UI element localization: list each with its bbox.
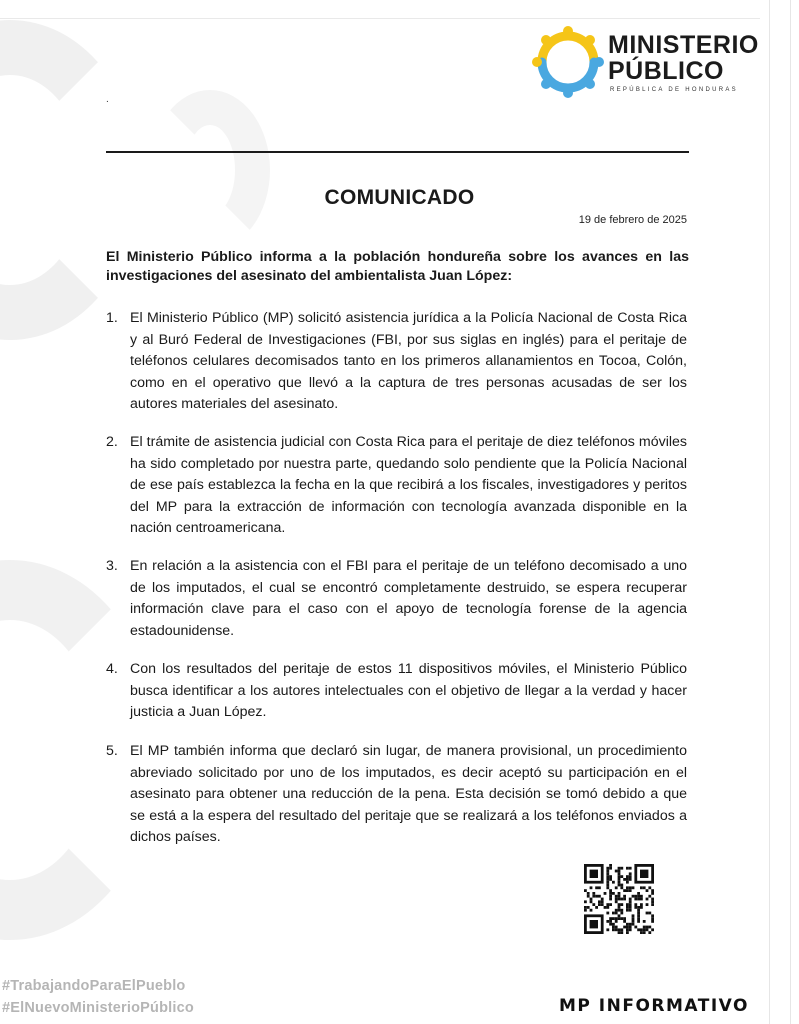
list-item-number: 4.	[106, 661, 118, 677]
list-item-number: 3.	[106, 558, 118, 574]
logo-subtitle: REPÚBLICA DE HONDURAS	[610, 87, 738, 93]
scroll-edge	[769, 0, 791, 1024]
header-rule	[106, 151, 689, 153]
logo-title-line1: MINISTERIO	[608, 31, 759, 59]
list-item-number: 5.	[106, 743, 118, 759]
list-item-text: El MP también informa que declaró sin lugar, de manera provisional, un procedimiento abreviado solicitado por uno de los imputados, es decir aceptó su participación en el asesinato para obtener una reducción de la pena. Esta decisión se tomó debido a que se está a la espera del resultado del peritaje que se realizará a los teléfonos enviados a dichos países.	[130, 743, 687, 845]
hashtag-trabajando: #TrabajandoParaElPueblo	[2, 978, 186, 994]
people-circle-logo-icon	[532, 26, 604, 98]
list-item-text: El trámite de asistencia judicial con Costa Rica para el peritaje de diez teléfonos móviles ha sido completado por nuestra parte, quedando solo pendiente que la Policía Nacional de ese país establezca la fecha en la que recibirá a los fiscales, investigadores y peritos del MP para la extracción de información con tecnología avanzada disponible en la nación centroamericana.	[130, 434, 687, 536]
list-item-text: El Ministerio Público (MP) solicitó asistencia jurídica a la Policía Nacional de Costa Rica y al Buró Federal de Investigaciones (FBI, por sus siglas en inglés) para el peritaje de teléfonos celulares decomisados tanto en los primeros allanamientos en Tocoa, Colón, como en el operativo que llevó a la captura de tres personas acusadas de ser los autores materiales del asesinato.	[130, 310, 687, 412]
top-border-line	[0, 18, 760, 19]
watermark-swoosh	[0, 20, 140, 340]
document-date: 19 de febrero de 2025	[578, 214, 687, 226]
logo-title-line2: PÚBLICO	[608, 57, 724, 85]
list-item-number: 2.	[106, 434, 118, 450]
stray-mark: .	[106, 94, 109, 105]
hashtag-nuevo-ministerio: #ElNuevoMinisterioPúblico	[2, 1000, 194, 1016]
logo-title	[608, 32, 759, 84]
watermark-swoosh	[150, 90, 270, 250]
intro-paragraph: El Ministerio Público informa a la población hondureña sobre los avances en las investigaciones del asesinato del ambientalista Juan López:	[106, 249, 689, 284]
qr-code-icon	[584, 864, 656, 934]
list-item-number: 1.	[106, 310, 118, 326]
qr-code[interactable]	[584, 864, 656, 934]
footer-brand: MP INFORMATIVO	[559, 996, 749, 1016]
ministerio-publico-logo	[532, 26, 757, 98]
list-item-text: Con los resultados del peritaje de estos 11 dispositivos móviles, el Ministerio Público busca identificar a los autores intelectuales con el objetivo de llegar a la verdad y hacer justicia a Juan López.	[130, 661, 687, 720]
list-item-text: En relación a la asistencia con el FBI para el peritaje de un teléfono decomisado a uno de los imputados, el cual se encontró completamente destruido, se espera recuperar información clave para el caso con el apoyo de tecnología forense de la agencia estadounidense.	[130, 558, 687, 639]
page-title: COMUNICADO	[324, 186, 475, 209]
